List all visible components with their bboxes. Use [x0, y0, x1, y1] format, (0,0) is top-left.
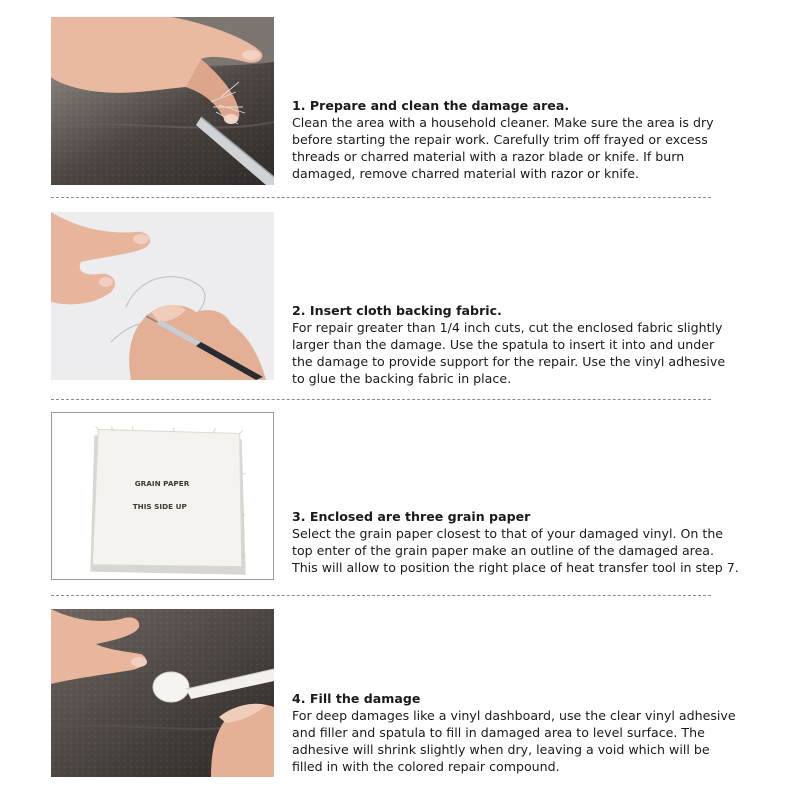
step-3-text — [292, 508, 752, 576]
step-2-description: For repair greater than 1/4 inch cuts, cut the enclosed fabric slightly larger than the damage. Use the spatula to insert it into and under the damage to provide support for the repair. Use the vinyl adhesive to glue the backing fabric in place. — [292, 320, 726, 386]
step-1-photo — [51, 17, 274, 185]
step-2-photo — [51, 212, 274, 380]
divider — [51, 399, 711, 400]
this-side-up-label: THIS SIDE UP — [132, 502, 187, 512]
step-1-text — [292, 97, 752, 182]
divider — [51, 197, 711, 198]
grain-paper-label: GRAIN PAPER — [134, 478, 190, 488]
step-1-description: Clean the area with a household cleaner. Make sure the area is dry before starting the repair work. Carefully trim off frayed or excess threads or charred material with a razor blade or knife. If burn damaged, remove charred material with razor or knife. — [292, 115, 714, 181]
step-3-photo — [51, 412, 274, 580]
step-2-title: 2. Insert cloth backing fabric. — [292, 303, 502, 318]
divider — [51, 595, 711, 596]
grain-paper-image — [52, 413, 274, 580]
step-4-photo — [51, 609, 274, 777]
step-4-text — [292, 690, 752, 775]
step-2-text — [292, 302, 752, 387]
step-4-title: 4. Fill the damage — [292, 691, 421, 706]
filling-damage-image — [51, 609, 274, 777]
inserting-backing-fabric-image — [51, 212, 274, 380]
step-4-description: For deep damages like a vinyl dashboard, use the clear vinyl adhesive and filler and spatula to fill in damaged area to level surface. The adhesive will shrink slightly when dry, leaving a void which will be filled in with the colored repair compound. — [292, 708, 736, 774]
step-3-description: Select the grain paper closest to that of your damaged vinyl. On the top enter of the grain paper make an outline of the damaged area. This will allow to position the right place of heat transfer tool in step 7. — [292, 526, 739, 575]
step-3-title: 3. Enclosed are three grain paper — [292, 509, 531, 524]
trimming-threads-image — [51, 17, 274, 185]
step-1-title: 1. Prepare and clean the damage area. — [292, 98, 570, 113]
